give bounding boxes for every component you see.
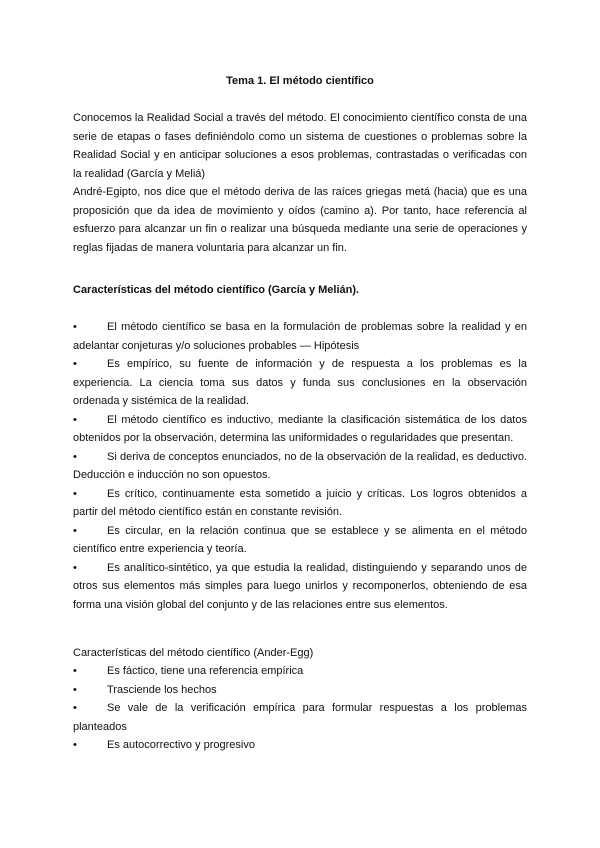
list-item xyxy=(73,485,527,522)
list-item xyxy=(73,662,527,681)
bullet-icon: • xyxy=(73,413,77,426)
section-2-heading: Características del método científico (Ander-Egg) xyxy=(73,647,314,659)
list-item xyxy=(73,355,527,411)
bullet-icon: • xyxy=(73,683,77,696)
list-item-text: El método científico es inductivo, mediante la clasificación sistemática de los datos obtenidos por la observación, determina las uniformidades o regularidades que presentan. xyxy=(73,413,527,444)
list-item-text: Es circular, en la relación continua que se establece y se alimenta en el método científico entre experiencia y teoría. xyxy=(73,524,527,555)
section-2-list xyxy=(73,662,527,755)
bullet-icon: • xyxy=(73,524,77,537)
list-item-text: Es empírico, su fuente de información y de respuesta a los problemas es la experiencia. La ciencia toma sus datos y funda sus conclusiones en la observación ordenada y sistémica de la realidad. xyxy=(73,358,527,407)
bullet-icon: • xyxy=(73,358,77,370)
bullet-icon: • xyxy=(73,702,77,714)
intro-paragraph-1: Conocemos la Realidad Social a través del método. El conocimiento científico consta de una serie de etapas o fases definiéndolo como un sistema de cuestiones o problemas sobre la Realidad Social y en anticipar soluciones a esos problemas, contrastadas o verificadas con la realidad (García y Meliá) xyxy=(73,112,527,180)
list-item-text: Es fáctico, tiene una referencia empírica xyxy=(107,665,304,677)
list-item-text: Si deriva de conceptos enunciados, no de la observación de la realidad, es deductivo. Deducción e inducción no son opuestos. xyxy=(73,450,527,481)
list-item xyxy=(73,699,527,736)
list-item xyxy=(73,522,527,559)
bullet-icon: • xyxy=(73,665,77,677)
bullet-icon: • xyxy=(73,450,77,463)
bullet-icon: • xyxy=(73,321,77,333)
list-item-text: Es analítico-sintético, ya que estudia la realidad, distinguiendo y separando unos de otros sus elementos más simples para luego unirlos y recomponerlos, obteniendo de esa forma una visión global del conjunto y de las relaciones entre sus elementos. xyxy=(73,561,527,611)
list-item xyxy=(73,411,527,448)
list-item-text: Es crítico, continuamente esta sometido a juicio y críticas. Los logros obtenidos a partir del método científico están en constante revisión. xyxy=(73,487,527,518)
section-1-list xyxy=(73,318,527,614)
list-item-text: El método científico se basa en la formulación de problemas sobre la realidad y en adelantar conjeturas y/o soluciones probables — Hipótesis xyxy=(73,321,527,352)
bullet-icon: • xyxy=(73,561,77,574)
list-item-text: Se vale de la verificación empírica para formular respuestas a los problemas planteados xyxy=(73,702,527,733)
list-item xyxy=(73,559,527,615)
section-1-heading: Características del método científico (García y Melián). xyxy=(73,284,360,296)
bullet-icon: • xyxy=(73,739,77,751)
list-item-text: Es autocorrectivo y progresivo xyxy=(107,739,255,751)
list-item xyxy=(73,448,527,485)
bullet-icon: • xyxy=(73,487,77,500)
list-item xyxy=(73,736,527,755)
list-item xyxy=(73,681,527,700)
document-title: Tema 1. El método científico xyxy=(226,75,374,87)
intro-paragraph-2: André-Egipto, nos dice que el método deriva de las raíces griegas metá (hacia) que es una proposición que da idea de movimiento y oídos (camino a). Por tanto, hace referencia al esfuerzo para alcanzar un fin o realizar una búsqueda mediante una serie de operaciones y reglas fijadas de manera voluntaria para alcanzar un fin. xyxy=(73,186,527,254)
list-item-text: Trasciende los hechos xyxy=(107,683,217,696)
list-item xyxy=(73,318,527,355)
